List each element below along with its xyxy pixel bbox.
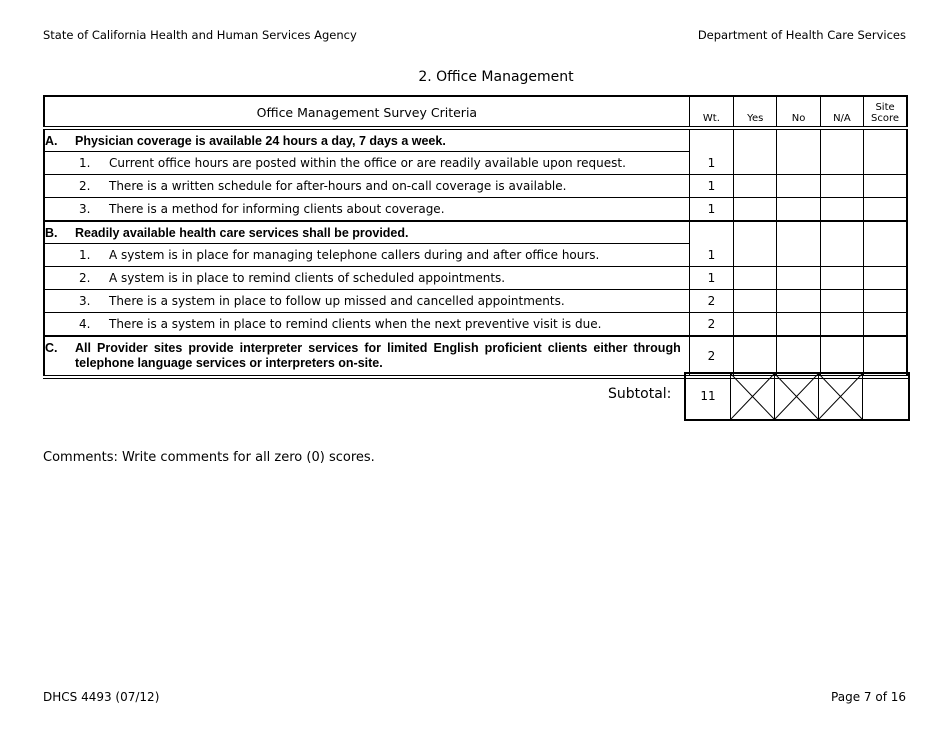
item-num: 1. (79, 156, 91, 170)
item-num: 1. (79, 248, 91, 262)
score-cell[interactable] (864, 244, 907, 267)
table-header-row (44, 96, 907, 128)
no-header: No (777, 96, 820, 128)
b1-no-cell[interactable] (777, 221, 820, 244)
table-row (44, 152, 907, 175)
item-text: Current office hours are posted within the office or are readily available upon request. (109, 156, 626, 170)
section-b-letter: B. (45, 225, 58, 240)
comments-instruction: Comments: Write comments for all zero (0) scores. (43, 450, 375, 465)
item-wt: 1 (689, 198, 733, 222)
item-num: 2. (79, 179, 91, 193)
no-cell[interactable] (777, 290, 820, 313)
section-title: 2. Office Management (418, 69, 574, 85)
no-cell[interactable] (777, 267, 820, 290)
score-cell[interactable] (864, 152, 907, 175)
na-header: N/A (820, 96, 863, 128)
item-a1 (44, 152, 689, 175)
item-wt: 1 (689, 244, 733, 267)
form-number: DHCS 4493 (07/12) (43, 690, 160, 704)
item-text: A system is in place to remind clients of scheduled appointments. (109, 271, 506, 285)
no-cell[interactable] (777, 175, 820, 198)
b1-na-cell[interactable] (820, 221, 863, 244)
score-cell[interactable] (864, 175, 907, 198)
no-cell[interactable] (777, 244, 820, 267)
item-b1 (44, 244, 689, 267)
section-b-heading-row (44, 221, 907, 244)
section-b-title (44, 221, 689, 244)
item-b4 (44, 313, 689, 337)
site-score-line1: Site (875, 102, 895, 113)
cross-out-icon (775, 374, 818, 419)
site-score-header (864, 96, 907, 128)
item-num: 3. (79, 294, 91, 308)
cross-out-icon (819, 374, 862, 419)
no-cell[interactable] (777, 198, 820, 222)
na-cell[interactable] (820, 152, 863, 175)
yes-cell[interactable] (734, 152, 777, 175)
table-row (44, 290, 907, 313)
na-cell[interactable] (820, 336, 863, 377)
item-wt: 2 (689, 313, 733, 337)
subtotal-value: 11 (700, 389, 716, 403)
header-department: Department of Health Care Services (697, 28, 906, 42)
a1-score-cell[interactable] (864, 128, 907, 152)
item-text: A system is in place for managing telephone callers during and after office hours. (109, 248, 600, 262)
item-wt: 1 (689, 175, 733, 198)
item-text: There is a method for informing clients about coverage. (109, 202, 445, 216)
table-row (44, 198, 907, 222)
yes-cell[interactable] (734, 313, 777, 337)
subtotal-no-crossed (774, 374, 818, 419)
a1-na-cell[interactable] (820, 128, 863, 152)
section-a-title-text: Physician coverage is available 24 hours a day, 7 days a week. (75, 133, 446, 148)
criteria-header: Office Management Survey Criteria (44, 96, 689, 128)
na-cell[interactable] (820, 313, 863, 337)
no-cell[interactable] (777, 313, 820, 337)
yes-cell[interactable] (734, 175, 777, 198)
no-cell[interactable] (777, 152, 820, 175)
section-a-title (44, 128, 689, 152)
yes-cell[interactable] (734, 198, 777, 222)
item-text: There is a system in place to remind clients when the next preventive visit is due. (109, 317, 602, 331)
subtotal-label: Subtotal: (608, 386, 672, 402)
item-text: There is a written schedule for after-hours and on-call coverage is available. (109, 179, 567, 193)
item-wt: 1 (689, 267, 733, 290)
item-num: 2. (79, 271, 91, 285)
score-cell[interactable] (864, 198, 907, 222)
survey-criteria-table (43, 95, 908, 379)
section-b-title-text: Readily available health care services shall be provided. (75, 225, 409, 240)
score-cell[interactable] (864, 336, 907, 377)
page-number: Page 7 of 16 (831, 690, 906, 704)
item-num: 4. (79, 317, 91, 331)
section-c-letter: C. (45, 341, 58, 355)
item-wt: 2 (689, 290, 733, 313)
subtotal-yes-crossed (730, 374, 774, 419)
yes-cell[interactable] (734, 336, 777, 377)
wt-header: Wt. (689, 96, 733, 128)
table-row (44, 313, 907, 337)
na-cell[interactable] (820, 290, 863, 313)
header-agency: State of California Health and Human Services Agency (43, 28, 357, 42)
na-cell[interactable] (820, 267, 863, 290)
no-cell[interactable] (777, 336, 820, 377)
yes-cell[interactable] (734, 244, 777, 267)
yes-cell[interactable] (734, 290, 777, 313)
item-b2 (44, 267, 689, 290)
table-row (44, 267, 907, 290)
section-a-letter: A. (45, 133, 58, 148)
yes-cell[interactable] (734, 267, 777, 290)
table-row (44, 244, 907, 267)
item-a2 (44, 175, 689, 198)
b1-yes-cell[interactable] (734, 221, 777, 244)
section-c-row (44, 336, 907, 377)
score-cell[interactable] (864, 313, 907, 337)
site-score-line2: Score (871, 113, 900, 124)
cross-out-icon (731, 374, 774, 419)
na-cell[interactable] (820, 198, 863, 222)
subtotal-score-cell[interactable] (862, 374, 906, 419)
item-wt: 1 (689, 152, 733, 175)
score-cell[interactable] (864, 267, 907, 290)
na-cell[interactable] (820, 244, 863, 267)
section-c-title-text: All Provider sites provide interpreter services for limited English proficient clients either through telephone language services or interpreters on-site. (75, 341, 681, 370)
b1-score-cell[interactable] (864, 221, 907, 244)
section-c-title (44, 336, 689, 377)
item-text: There is a system in place to follow up missed and cancelled appointments. (109, 294, 565, 308)
na-cell[interactable] (820, 175, 863, 198)
subtotal-box (684, 372, 910, 421)
a1-no-cell[interactable] (777, 128, 820, 152)
item-wt: 2 (689, 336, 733, 377)
item-b3 (44, 290, 689, 313)
section-a-heading-row (44, 128, 907, 152)
score-cell[interactable] (864, 290, 907, 313)
a1-yes-cell[interactable] (734, 128, 777, 152)
subtotal-na-crossed (818, 374, 862, 419)
yes-header: Yes (734, 96, 777, 128)
item-num: 3. (79, 202, 91, 216)
table-row (44, 175, 907, 198)
item-a3 (44, 198, 689, 222)
